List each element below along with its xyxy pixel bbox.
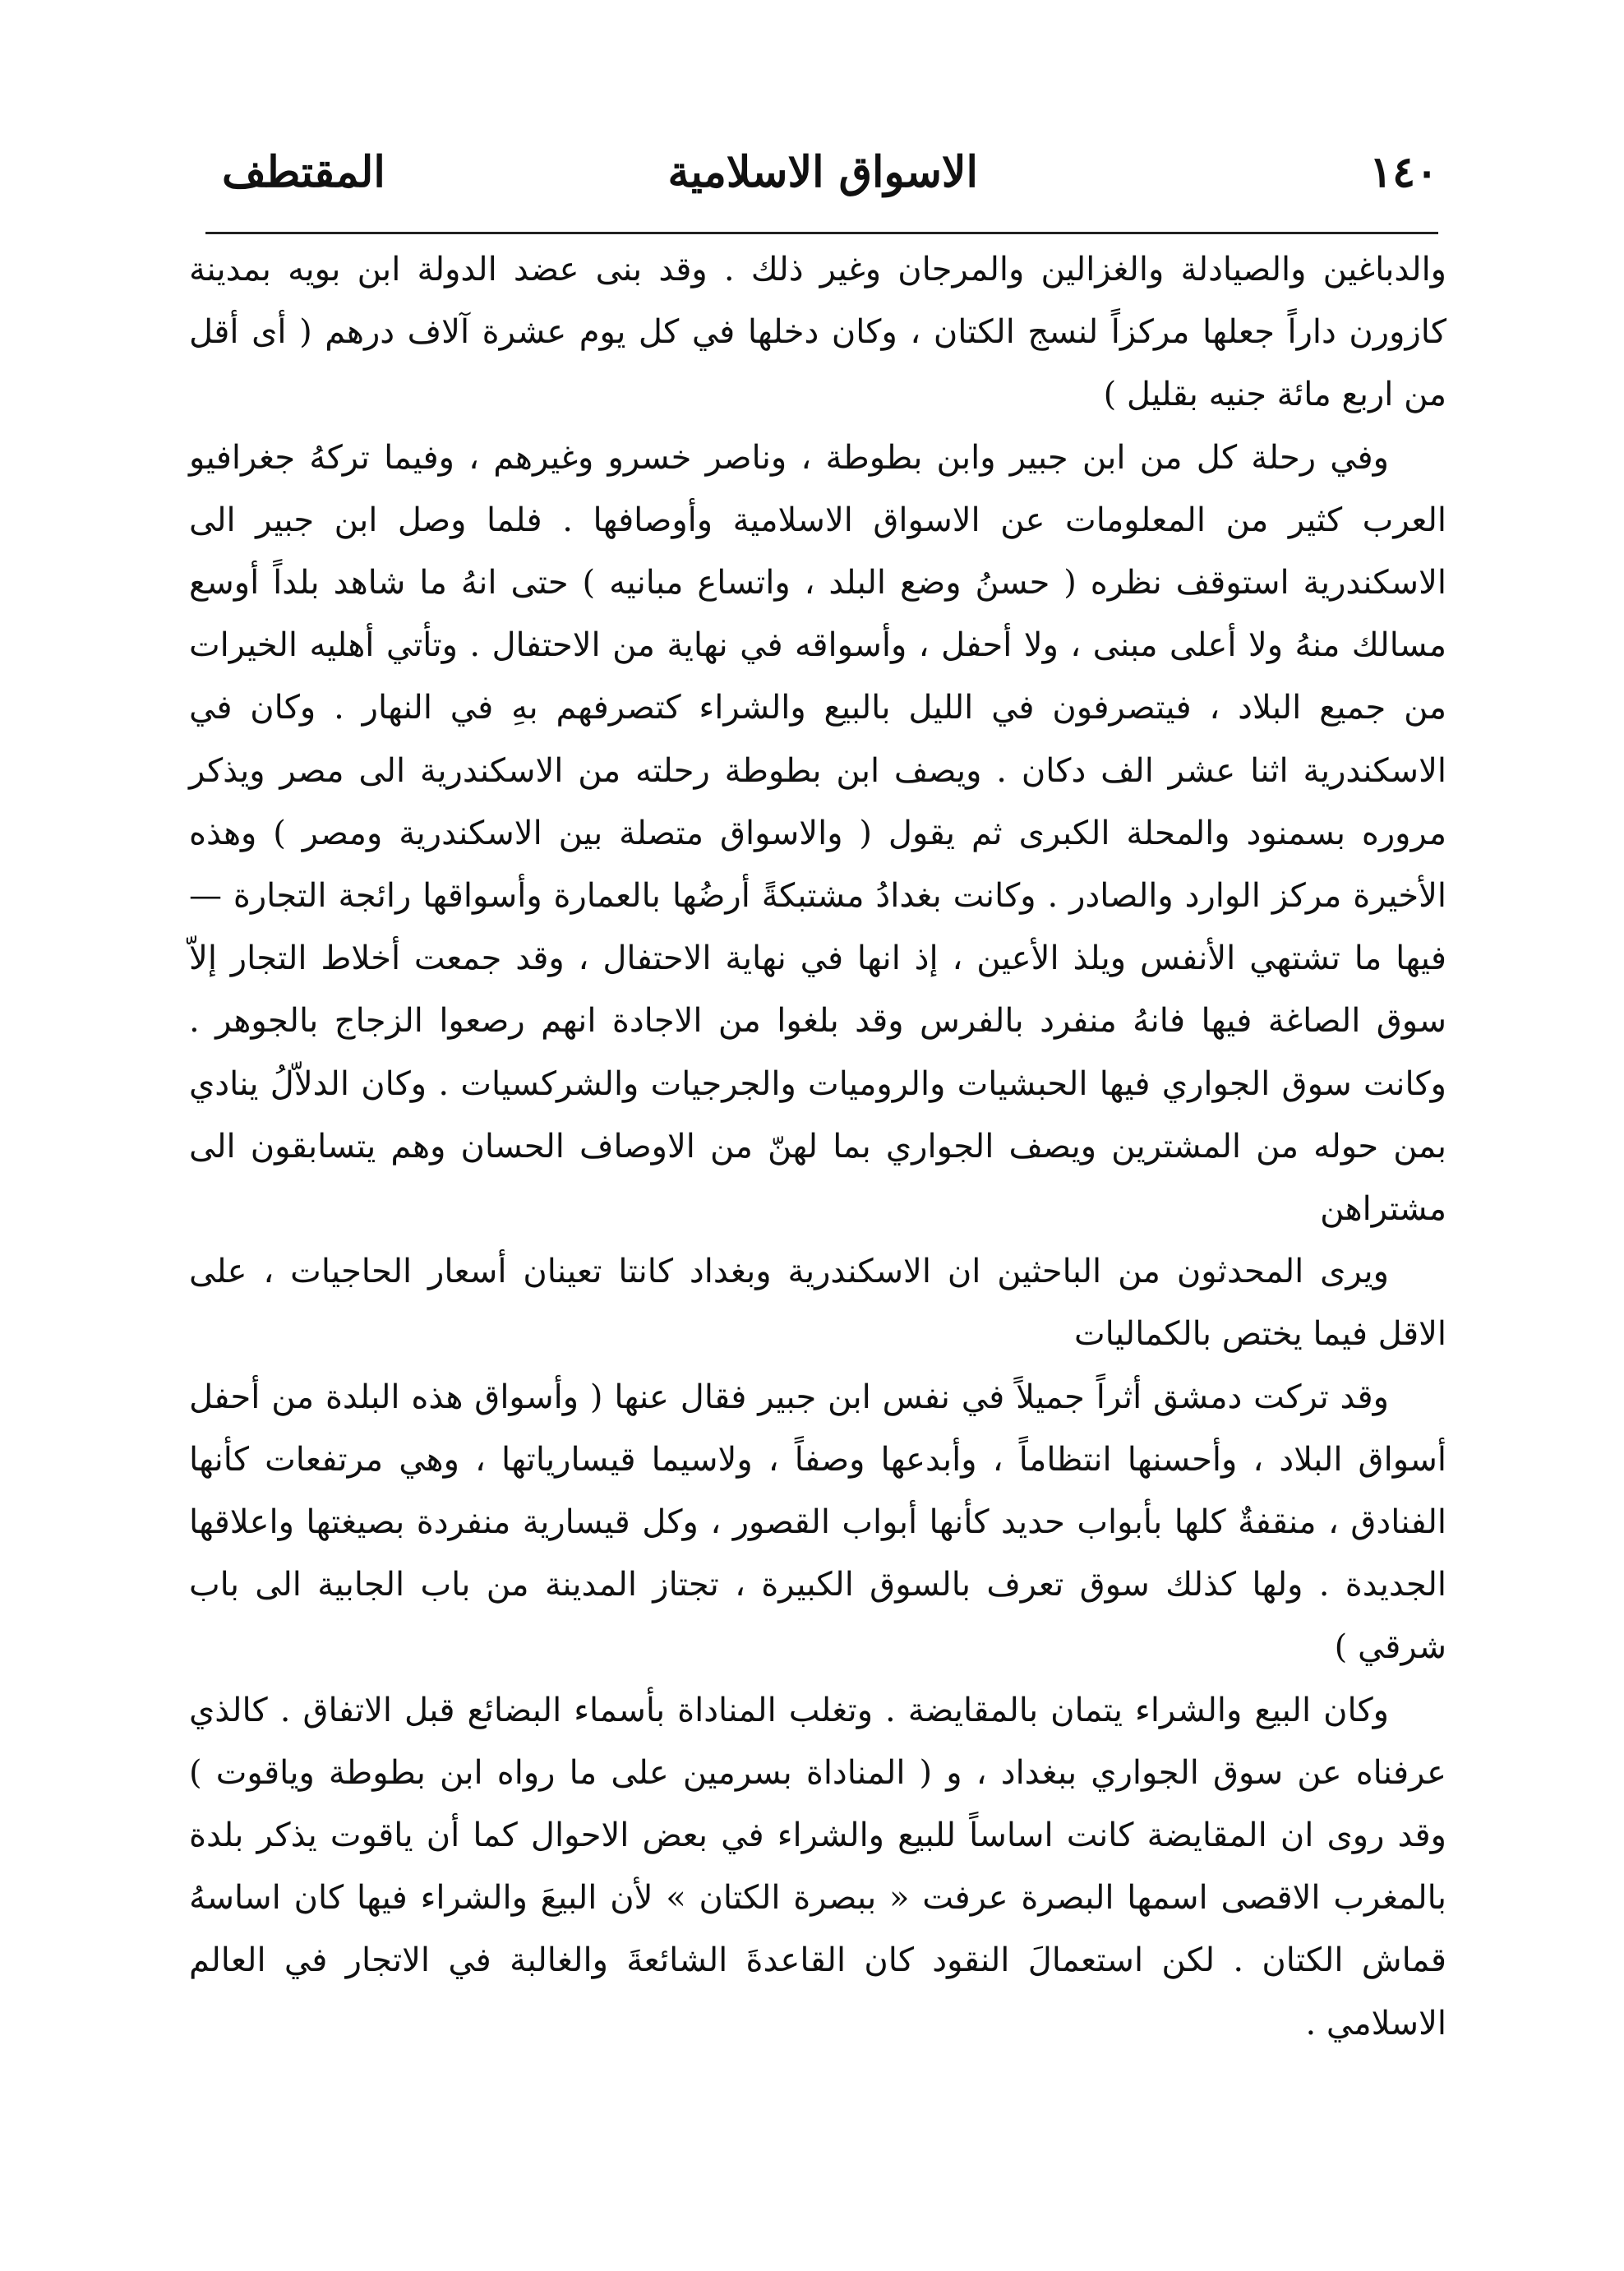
paragraph-1: والدباغين والصيادلة والغزالين والمرجان وغير ذلك . وقد بنى عضد الدولة ابن بويه بمدينة كازورن داراً جعلها مركزاً لنسج الكتان ، وكان دخلها في كل يوم عشرة آلاف درهم ( أى أقل من اربع مائة جنيه بقليل ): [189, 251, 1446, 414]
page-header: [205, 140, 1438, 205]
article-body: [189, 238, 1446, 2055]
running-title: الاسواق الاسلامية: [667, 147, 978, 197]
journal-name: المقتطف: [222, 147, 385, 197]
header-rule: [205, 232, 1438, 234]
paragraph-2: وفي رحلة كل من ابن جبير وابن بطوطة ، وناصر خسرو وغيرهم ، وفيما تركهُ جغرافيو العرب كثير من المعلومات عن الاسواق الاسلامية وأوصافها . فلما وصل ابن جبير الى الاسكندرية استوقف نظره ( حسنُ وضع البلد ، واتساع مبانيه ) حتى انهُ ما شاهد بلداً أوسع مسالك منهُ ولا أعلى مبنى ، ولا أحفل ، وأسواقه في نهاية من الاحتفال . وتأتي أهليه الخيرات من جميع البلاد ، فيتصرفون في الليل بالبيع والشراء كتصرفهم بهِ في النهار . وكان في الاسكندرية اثنا عشر الف دكان . ويصف ابن بطوطة رحلته من الاسكندرية الى مصر ويذكر مروره بسمنود والمحلة الكبرى ثم يقول ( والاسواق متصلة بين الاسكندرية ومصر ) وهذه الأخيرة مركز الوارد والصادر . وكانت بغدادُ مشتبكةً أرضُها بالعمارة وأسواقها رائجة التجارة — فيها ما تشتهي الأنفس ويلذ الأعين ، إذ انها في نهاية الاحتفال ، وقد جمعت أخلاط التجار إلاّ سوق الصاغة فيها فانهُ منفرد بالفرس وقد بلغوا من الاجادة انهم رصعوا الزجاج بالجوهر . وكانت سوق الجواري فيها الحبشيات والروميات والجرجيات والشركسيات . وكان الدلاّلُ ينادي بمن حوله من المشترين ويصف الجواري بما لهنّ من الاوصاف الحسان وهم يتسابقون الى مشتراهن: [189, 438, 1447, 1229]
paragraph-4: وقد تركت دمشق أثراً جميلاً في نفس ابن جبير فقال عنها ( وأسواق هذه البلدة من أحفل أسواق البلاد ، وأحسنها انتظاماً ، وأبدعها وصفاً ، ولاسيما قيسارياتها ، وهي مرتفعات كأنها الفنادق ، منقفةٌ كلها بأبواب حديد كأنها أبواب القصور ، وكل قيسارية منفردة بصيغتها واعلاقها الجديدة . ولها كذلك سوق تعرف بالسوق الكبيرة ، تجتاز المدينة من باب الجابية الى باب شرقي ): [189, 1378, 1446, 1667]
page-number: ١٤٠: [1369, 147, 1438, 197]
paragraph-5: وكان البيع والشراء يتمان بالمقايضة . وتغلب المناداة بأسماء البضائع قبل الاتفاق . كالذي عرفناه عن سوق الجواري ببغداد ، و ( المناداة بسرمين على ما رواه ابن بطوطة وياقوت ) وقد روى ان المقايضة كانت اساساً للبيع والشراء في بعض الاحوال كما أن ياقوت يذكر بلدة بالمغرب الاقصى اسمها البصرة عرفت « ببصرة الكتان » لأن البيعَ والشراء فيها كان اساسهُ قماش الكتان . لكن استعمالَ النقود كان القاعدةَ الشائعةَ والغالبة في الاتجار في العالم الاسلامي .: [189, 1691, 1446, 2043]
paragraph-3: ويرى المحدثون من الباحثين ان الاسكندرية وبغداد كانتا تعينان أسعار الحاجيات ، على الاقل فيما يختص بالكماليات: [189, 1253, 1446, 1354]
